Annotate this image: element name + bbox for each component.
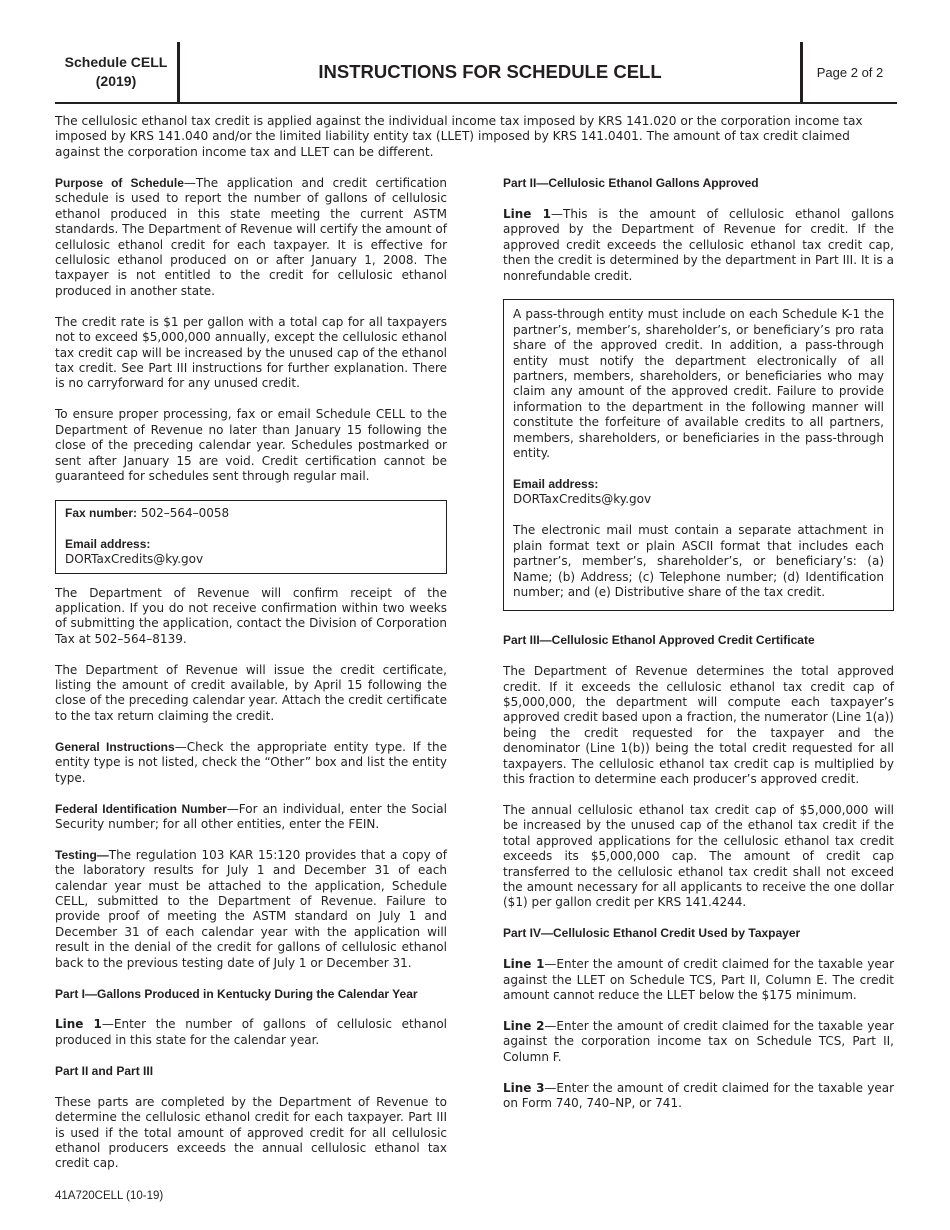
confirm-paragraph: The Department of Revenue will confirm receipt of the application. If you do not receive confirmation within two weeks of submitting the application, contact the Division of Corporation Tax at 502–564–8139.	[55, 585, 447, 646]
purpose-paragraph	[55, 176, 447, 299]
email-line	[65, 537, 437, 568]
fein-label: Federal Identification Number	[55, 801, 227, 816]
form-header	[55, 42, 897, 104]
part2-line1-label: Line 1	[503, 206, 552, 221]
electronic-mail-paragraph: The electronic mail must contain a separate attachment in plain format text or plain ASCII format that includes each partner’s, member’s, shareholder’s, or beneficiary’s: (a) Name; (b) Address; (c) Telephone number; (d) Identification number; and (e) Distributive share of the tax credit.	[513, 523, 884, 599]
part4-line2-label: Line 2	[503, 1018, 545, 1033]
testing-label: Testing—	[55, 847, 109, 862]
page-title: INSTRUCTIONS FOR SCHEDULE CELL	[318, 61, 662, 82]
part3-heading: Part III—Cellulosic Ethanol Approved Credit Certificate	[503, 633, 815, 648]
part2-line1-paragraph	[503, 207, 894, 284]
part4-line3-label: Line 3	[503, 1080, 545, 1095]
left-column	[55, 176, 447, 1187]
schedule-name: Schedule CELL	[64, 54, 168, 70]
testing-text: The regulation 103 KAR 15:120 provides that a copy of the laboratory results for July 1 and December 31 of each calendar year must be attached to the application, Schedule CELL, submitted to the Department of Revenue. Failure to provide proof of meeting the ASTM standard on July 1 and December 31 of each calendar year with the application will result in the denial of the credit for gallons of cellulosic ethanol back to the previous testing date of July 1 or December 31.	[55, 847, 447, 970]
part4-line1-paragraph	[503, 957, 894, 1003]
fax-value: 502–564–0058	[140, 505, 230, 520]
box-email-line	[513, 477, 884, 508]
fax-label: Fax number:	[65, 505, 138, 520]
part3-paragraph-1: The Department of Revenue determines the total approved credit. If it exceeds the cellulosic ethanol tax credit cap of $5,000,000, the department will compute each taxpayer’s approved credit based upon a fraction, the numerator (Line 1(a)) being the credit requested for the taxpayer and the denominator (Line 1(b)) being the total credit requested for all taxpayers. The cellulosic ethanol tax credit cap is multiplied by this fraction to determine each producer’s approved credit.	[503, 664, 894, 787]
part4-line2-text: —Enter the amount of credit claimed for the taxable year against the corporation income tax on Schedule TCS, Part II, Column F.	[503, 1018, 894, 1064]
part23-heading: Part II and Part III	[55, 1063, 154, 1078]
purpose-label: Purpose of Schedule	[55, 176, 184, 190]
credit-rate-paragraph: The credit rate is $1 per gallon with a total cap for all taxpayers not to exceed $5,000,000 annually, except the cellulosic ethanol tax credit cap will be increased by the unused cap of the ethanol tax credit. See Part III instructions for further explanation. There is no carryforward for any unused credit.	[55, 314, 447, 391]
schedule-id	[55, 42, 177, 102]
part2-line1-text: —This is the amount of cellulosic ethanol gallons approved by the Department of Revenue for credit. If the approved credit exceeds the cellulosic ethanol tax credit cap, then the credit is determined by the department in Part III. It is a nonrefundable credit.	[503, 206, 894, 283]
box-email-label: Email address:	[513, 477, 599, 491]
fein-text: —For an individual, enter the Social Security number; for all other entities, enter the FEIN.	[55, 801, 447, 831]
part4-line1-label: Line 1	[503, 957, 545, 972]
schedule-year: (2019)	[95, 73, 137, 89]
pass-through-box	[503, 299, 894, 611]
part3-paragraph-2: The annual cellulosic ethanol tax credit cap of $5,000,000 will be increased by the unused cap of the ethanol tax credit if the total approved applications for the cellulosic ethanol tax credit exceeds its $5,000,000 cap. The amount of credit cap transferred to the cellulosic ethanol tax credit shall not exceed the amount necessary for all applicants to receive the one dollar ($1) per gallon credit per KRS 141.4244.	[503, 803, 894, 910]
processing-paragraph: To ensure proper processing, fax or email Schedule CELL to the Department of Revenue no later than January 15 following the close of the preceding calendar year. Schedules postmarked or sent after January 15 are void. Credit certification cannot be guaranteed for schedules sent through regular mail.	[55, 407, 447, 483]
contact-box	[55, 500, 447, 574]
general-label: General Instructions	[55, 739, 175, 754]
purpose-text: —The application and credit certification schedule is used to report the number of gallons of cellulosic ethanol produced in this state meeting the current ASTM standards. The Department of Revenue will certify the amount of cellulosic ethanol credit for each taxpayer. It is effective for cellulosic ethanol produced on or after January 1, 2008. The taxpayer is not entitled to the credit for cellulosic ethanol produced in another state.	[55, 176, 447, 298]
part1-line1-text: —Enter the number of gallons of cellulosic ethanol produced in this state for the calendar year.	[55, 1017, 447, 1047]
part4-line2-paragraph	[503, 1019, 894, 1065]
part1-line1-paragraph	[55, 1017, 447, 1048]
general-instructions-paragraph	[55, 740, 447, 786]
email-value: DORTaxCredits@ky.gov	[65, 552, 204, 567]
part1-line1-label: Line 1	[55, 1017, 102, 1032]
general-text: —Check the appropriate entity type. If the entity type is not listed, check the “Other” box and list the entity type.	[55, 739, 447, 785]
right-column	[503, 176, 894, 1127]
part4-heading: Part IV—Cellulosic Ethanol Credit Used by Taxpayer	[503, 926, 801, 941]
pass-through-paragraph: A pass-through entity must include on each Schedule K-1 the partner’s, member’s, shareholder’s, or beneficiary’s pro rata share of the approved credit. In addition, a pass-through entity must notify the department electronically of all partners, members, shareholders, or beneficiaries who may claim any amount of the approved credit. Failure to provide information to the department in the following manner will constitute the forfeiture of available credits to all partners, members, shareholders, or beneficiaries in the pass-through entity.	[513, 307, 884, 461]
form-number-footer: 41A720CELL (10-19)	[55, 1190, 164, 1202]
part23-paragraph: These parts are completed by the Department of Revenue to determine the cellulosic ethanol credit for each taxpayer. Part III is used if the total amount of approved credit for all cellulosic ethanol producers exceeds the annual cellulosic ethanol tax credit cap.	[55, 1094, 447, 1171]
part1-heading: Part I—Gallons Produced in Kentucky During the Calendar Year	[55, 986, 418, 1001]
intro-paragraph: The cellulosic ethanol tax credit is applied against the individual income tax imposed by KRS 141.020 or the corporation income tax imposed by KRS 141.040 and/or the limited liability entity tax (LLET) imposed by KRS 141.0401. The amount of tax credit claimed against the corporation income tax and LLET can be different.	[55, 114, 863, 159]
part2-heading: Part II—Cellulosic Ethanol Gallons Approved	[503, 176, 759, 190]
page-number: Page 2 of 2	[816, 64, 884, 80]
email-label: Email address:	[65, 536, 151, 551]
issue-paragraph: The Department of Revenue will issue the credit certificate, listing the amount of credit available, by April 15 following the close of the preceding calendar year. Attach the credit certificate to the tax return claiming the credit.	[55, 662, 447, 723]
fax-line	[65, 506, 437, 521]
part4-line3-paragraph	[503, 1081, 894, 1112]
testing-paragraph	[55, 848, 447, 971]
box-email-value: DORTaxCredits@ky.gov	[513, 492, 652, 507]
part4-line3-text: —Enter the amount of credit claimed for the taxable year on Form 740, 740–NP, or 741.	[503, 1080, 894, 1111]
part4-line1-text: —Enter the amount of credit claimed for the taxable year against the LLET on Schedule TCS, Part II, Column E. The credit amount cannot reduce the LLET below the $175 minimum.	[503, 957, 894, 1003]
fein-paragraph	[55, 802, 447, 833]
